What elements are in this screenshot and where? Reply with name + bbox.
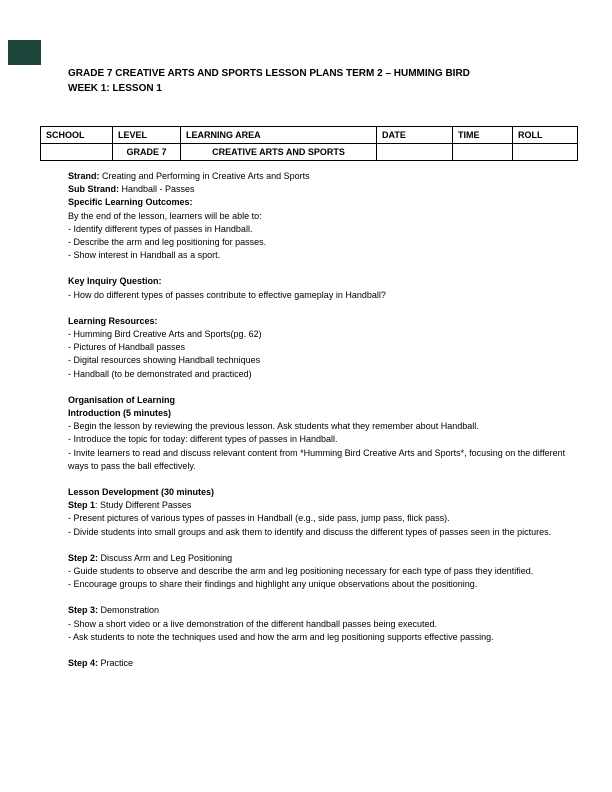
table-value-row (41, 144, 578, 161)
body-line (68, 315, 575, 328)
body-line: - Show interest in Handball as a sport. (68, 250, 221, 261)
body-line: Strand: Creating and Performing in Creative Arts and Sports (68, 171, 310, 181)
body-line-label: Key Inquiry Question: (68, 276, 162, 287)
header-cell-level: LEVEL (113, 127, 181, 144)
body-line (68, 196, 575, 209)
body-line-label: Lesson Development (30 minutes) (68, 487, 215, 498)
page-title (68, 66, 573, 96)
body-line: Step 4: Practice (68, 658, 134, 669)
body-line-label: Specific Learning Outcomes: (68, 197, 193, 208)
body-line: - Show a short video or a live demonstration of the different handball passes being executed. (68, 618, 438, 629)
body-line: - Pictures of Handball passes (68, 342, 186, 353)
header-cell-date: DATE (377, 127, 453, 144)
body-line: - Ask students to note the techniques used and how the arm and leg positioning supports effective passing. (68, 631, 494, 642)
body-block (68, 486, 575, 539)
body-line-label: Step 3: (68, 605, 99, 616)
value-cell-time (453, 144, 513, 161)
body-block (68, 315, 575, 381)
body-line: - Humming Bird Creative Arts and Sports(pg. 62) (68, 329, 262, 340)
body-block (68, 604, 575, 644)
body-line: - Encourage groups to share their findings and highlight any unique observations about the positioning. (68, 579, 478, 590)
body-line: - Introduce the topic for today: different types of passes in Handball. (68, 434, 338, 445)
body-line: - Guide students to observe and describe the arm and leg positioning necessary for each type of pass they identified. (68, 566, 534, 577)
body-line (68, 275, 575, 288)
body-line: - Present pictures of various types of passes in Handball (e.g., side pass, jump pass, flick pass). (68, 513, 450, 524)
body-line-label: Step 2: (68, 552, 99, 563)
value-cell-school (41, 144, 113, 161)
body-line: - Digital resources showing Handball techniques (68, 355, 261, 366)
value-cell-learning-area: CREATIVE ARTS AND SPORTS (181, 144, 377, 161)
body-line (68, 486, 575, 499)
body-line-label: Learning Resources: (68, 315, 158, 326)
body-line: Step 1: Study Different Passes (68, 500, 192, 511)
body-line: - Identify different types of passes in Handball. (68, 223, 253, 234)
body-line: Sub Strand: Handball - Passes (68, 184, 195, 195)
body-line-label: Introduction (5 minutes) (68, 408, 171, 419)
body-line (68, 407, 575, 420)
body-line-label: Sub Strand: (68, 184, 119, 195)
value-cell-date (377, 144, 453, 161)
body-line: Step 2: Discuss Arm and Leg Positioning (68, 552, 233, 563)
header-cell-time: TIME (453, 127, 513, 144)
body-block (68, 275, 575, 301)
lesson-body (68, 170, 575, 670)
body-line: - Invite learners to read and discuss relevant content from *Humming Bird Creative Arts and Sports*, focusing on the different ways to pass the ball effectively. (68, 447, 566, 471)
body-block (68, 657, 575, 670)
value-cell-level: GRADE 7 (113, 144, 181, 161)
lesson-info-table (40, 126, 578, 161)
body-line-label: Organisation of Learning (68, 394, 176, 405)
header-cell-school: SCHOOL (41, 127, 113, 144)
body-line: - Divide students into small groups and ask them to identify and discuss the different types of passes seen in the pictures. (68, 526, 552, 537)
body-line: - Handball (to be demonstrated and practiced) (68, 368, 252, 379)
table-header-row (41, 127, 578, 144)
body-block (68, 552, 575, 592)
title-line-1: GRADE 7 CREATIVE ARTS AND SPORTS LESSON PLANS TERM 2 – HUMMING BIRD (68, 68, 470, 79)
header-cell-roll: ROLL (513, 127, 578, 144)
body-block (68, 394, 575, 473)
corner-logo-block (8, 40, 41, 65)
body-line: Step 3: Demonstration (68, 605, 160, 616)
header-cell-learning-area: LEARNING AREA (181, 127, 377, 144)
value-cell-roll (513, 144, 578, 161)
body-line: - Describe the arm and leg positioning for passes. (68, 237, 267, 248)
body-block (68, 170, 575, 262)
body-line (68, 394, 575, 407)
body-line-label: Step 4: (68, 658, 99, 669)
body-line-label: Strand: (68, 171, 100, 181)
title-line-2: WEEK 1: LESSON 1 (68, 83, 162, 94)
body-line: - How do different types of passes contribute to effective gameplay in Handball? (68, 289, 386, 300)
body-line: - Begin the lesson by reviewing the previous lesson. Ask students what they remember about Handball. (68, 421, 479, 432)
body-line: By the end of the lesson, learners will be able to: (68, 210, 262, 221)
body-line-label: Step 1 (68, 500, 96, 511)
